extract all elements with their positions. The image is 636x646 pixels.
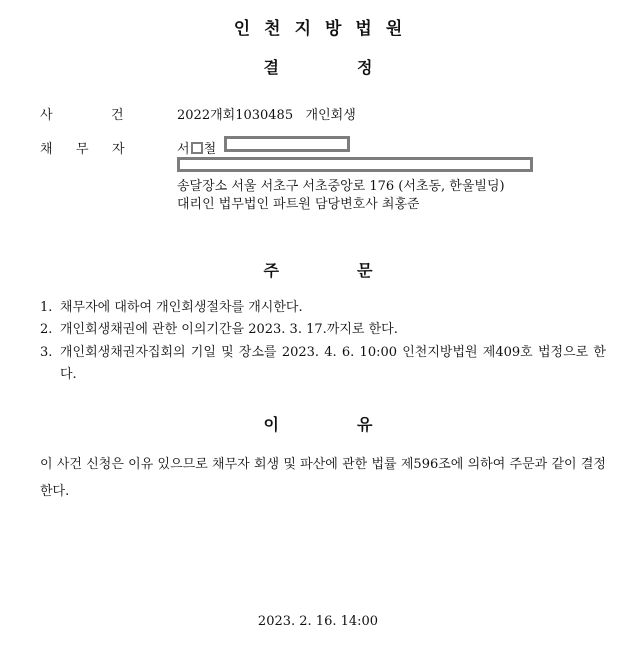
case-value bbox=[177, 104, 356, 123]
reason-heading bbox=[0, 412, 636, 435]
order-text: 개인회생채권에 관한 이의기간을 2023. 3. 17.까지로 한다. bbox=[60, 322, 398, 337]
case-label bbox=[40, 104, 147, 123]
debtor-label bbox=[40, 138, 148, 157]
reason-heading-char-1: 이 bbox=[263, 415, 279, 434]
order-heading-char-1: 주 bbox=[263, 261, 279, 280]
case-type: 개인회생 bbox=[305, 108, 356, 123]
order-number: 3. bbox=[40, 345, 53, 360]
order-text: 개인회생채권자집회의 기일 및 장소를 2023. 4. 6. 10:00 인천지방법원 제409호 법정으로 한다. bbox=[60, 345, 606, 382]
debtor-label-char-2: 무 bbox=[76, 142, 89, 157]
name-redaction-box bbox=[191, 142, 203, 154]
order-number: 1. bbox=[40, 300, 53, 315]
debtor-label-char-1: 채 bbox=[40, 142, 53, 157]
order-number: 2. bbox=[40, 322, 53, 337]
case-label-char-1: 사 bbox=[40, 108, 53, 123]
decision-date: 2023. 2. 16. 14:00 bbox=[257, 614, 379, 629]
order-heading-char-2: 문 bbox=[357, 261, 373, 280]
heading-char-2: 정 bbox=[357, 58, 373, 77]
order-item-3 bbox=[40, 342, 606, 386]
redacted-name-block bbox=[224, 136, 350, 152]
order-item-1 bbox=[40, 297, 606, 319]
service-address: 송달장소 서울 서초구 서초중앙로 176 (서초동, 한울빌딩) bbox=[177, 179, 505, 194]
document-type-heading bbox=[0, 55, 636, 78]
representative: 대리인 법무법인 파트원 담당변호사 최홍준 bbox=[177, 197, 420, 212]
reason-text: 이 사건 신청은 이유 있으므로 채무자 회생 및 파산에 관한 법률 제596조에 의하여 주문과 같이 결정한다. bbox=[40, 457, 606, 499]
order-text: 채무자에 대하여 개인회생절차를 개시한다. bbox=[60, 300, 303, 315]
debtor-name-last: 철 bbox=[203, 142, 217, 157]
case-number: 2022개회1030485 bbox=[177, 108, 294, 123]
debtor-label-char-3: 자 bbox=[112, 142, 125, 157]
court-name: 인천지방법원 bbox=[233, 19, 417, 39]
case-label-char-2: 건 bbox=[111, 108, 124, 123]
debtor-name bbox=[177, 138, 216, 157]
order-item-2 bbox=[40, 319, 606, 341]
order-heading bbox=[0, 258, 636, 281]
debtor-name-first: 서 bbox=[177, 142, 190, 157]
redacted-address-block bbox=[177, 157, 533, 172]
reason-heading-char-2: 유 bbox=[357, 415, 373, 434]
heading-char-1: 결 bbox=[263, 58, 279, 77]
